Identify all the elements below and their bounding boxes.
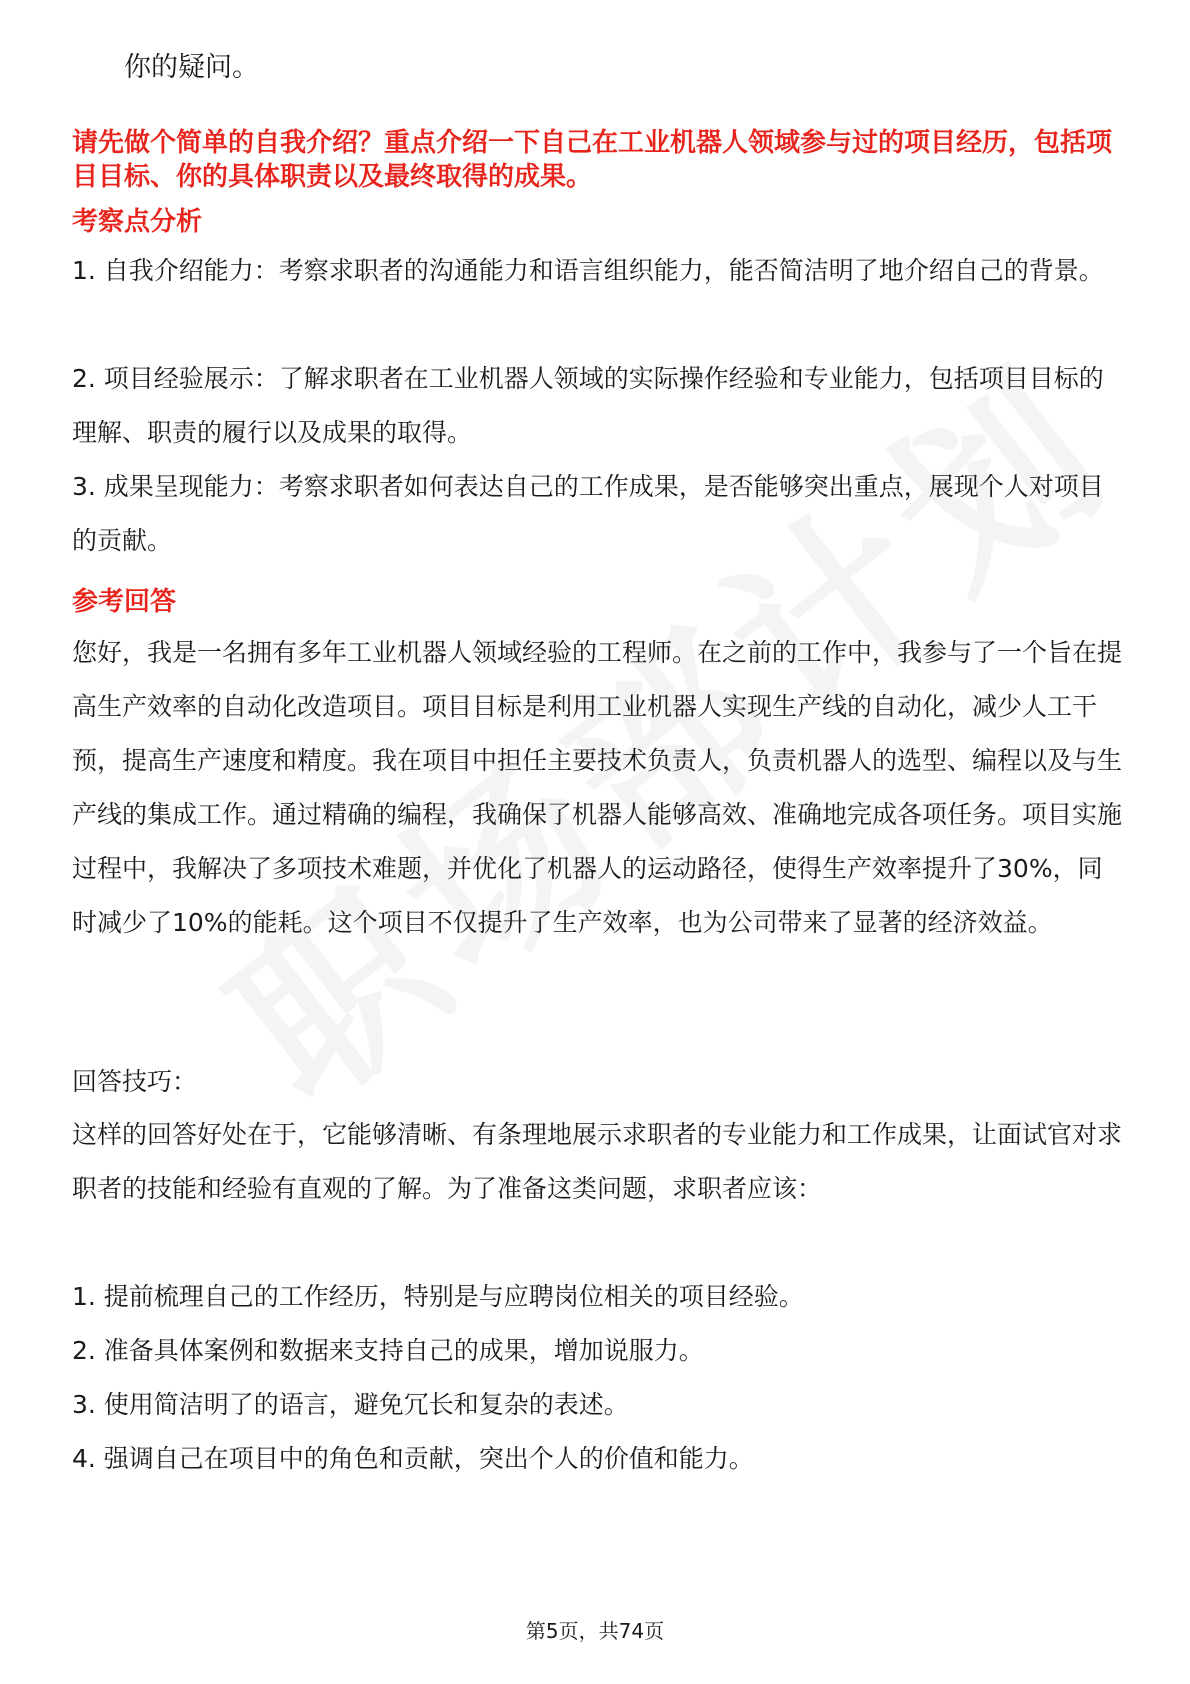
previous-answer-tail: 你的疑问。 bbox=[124, 52, 259, 83]
tips-item-3: 3. 使用简洁明了的语言，避免冗长和复杂的表述。 bbox=[72, 1390, 629, 1419]
page-number: 第5页，共74页 bbox=[525, 1619, 665, 1643]
analysis-item-2: 2. 项目经验展示：了解求职者在工业机器人领域的实际操作经验和专业能力，包括项目目标的理解、职责的履行以及成果的取得。 bbox=[72, 364, 1104, 447]
analysis-item-3: 3. 成果呈现能力：考察求职者如何表达自己的工作成果，是否能够突出重点，展现个人对项目的贡献。 bbox=[72, 472, 1104, 555]
tips-title: 回答技巧： bbox=[72, 1067, 198, 1096]
tips-item-2: 2. 准备具体案例和数据来支持自己的成果，增加说服力。 bbox=[72, 1336, 704, 1365]
tips-item-1: 1. 提前梳理自己的工作经历，特别是与应聘岗位相关的项目经验。 bbox=[72, 1282, 804, 1311]
tips-item-4: 4. 强调自己在项目中的角色和贡献，突出个人的价值和能力。 bbox=[72, 1444, 754, 1473]
question-heading: 请先做个简单的自我介绍？重点介绍一下自己在工业机器人领域参与过的项目经历，包括项目目标、你的具体职责以及最终取得的成果。 bbox=[72, 128, 1113, 192]
reference-title: 参考回答 bbox=[72, 587, 177, 617]
tips-body: 这样的回答好处在于，它能够清晰、有条理地展示求职者的专业能力和工作成果，让面试官对求职者的技能和经验有直观的了解。为了准备这类问题，求职者应该： bbox=[72, 1120, 1123, 1203]
analysis-title: 考察点分析 bbox=[72, 207, 203, 237]
analysis-item-1: 1. 自我介绍能力：考察求职者的沟通能力和语言组织能力，能否简洁明了地介绍自己的背景。 bbox=[72, 256, 1104, 285]
reference-answer: 您好，我是一名拥有多年工业机器人领域经验的工程师。在之前的工作中，我参与了一个旨在提高生产效率的自动化改造项目。项目目标是利用工业机器人实现生产线的自动化，减少人工干预，提高生产速度和精度。我在项目中担任主要技术负责人，负责机器人的选型、编程以及与生产线的集成工作。通过精确的编程，我确保了机器人能够高效、准确地完成各项任务。项目实施过程中，我解决了多项技术难题，并优化了机器人的运动路径，使得生产效率提升了30%，同时减少了10%的能耗。这个项目不仅提升了生产效率，也为公司带来了显著的经济效益。 bbox=[72, 638, 1123, 937]
